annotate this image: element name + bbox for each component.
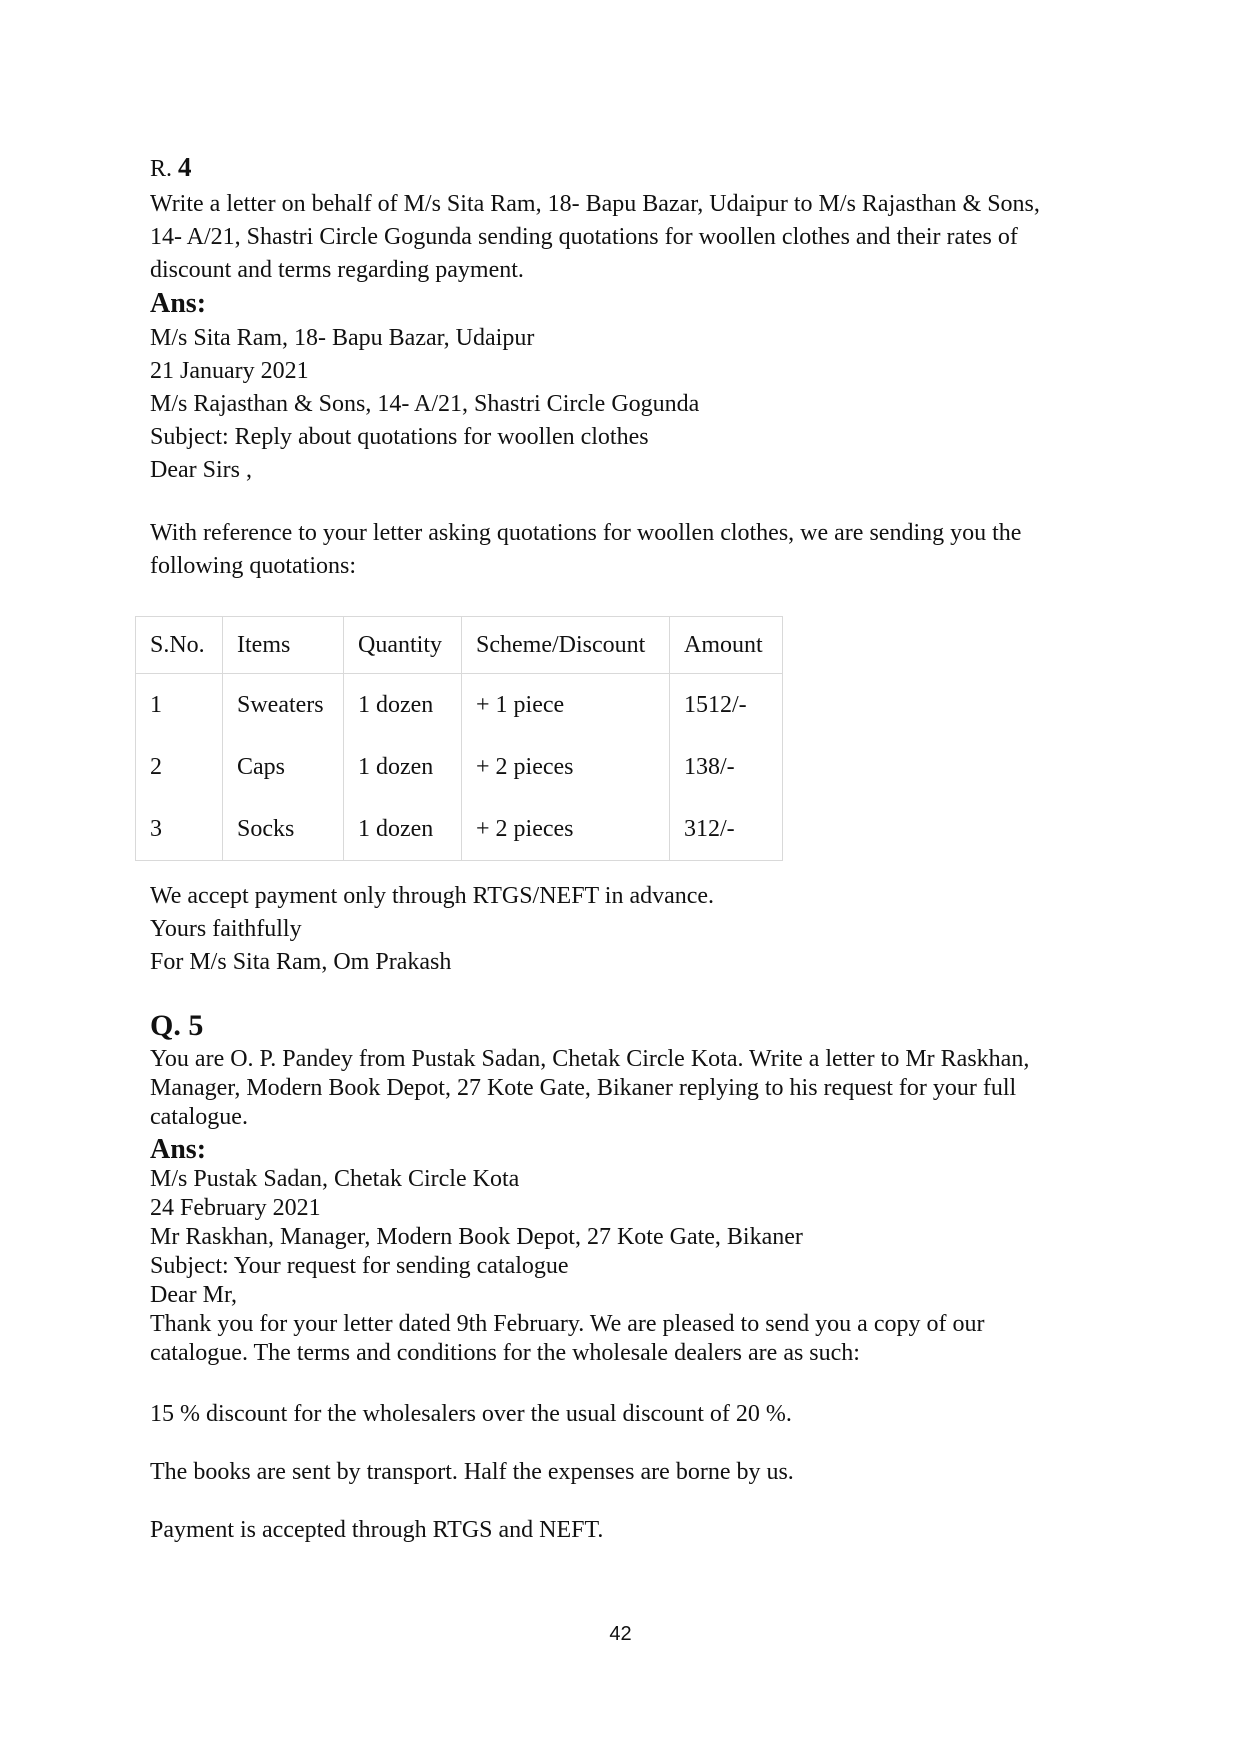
q4-ans-label: Ans: [150, 288, 207, 319]
q5-question [150, 1045, 1029, 1132]
q5-question-line: catalogue. [150, 1104, 248, 1130]
table-row [136, 674, 783, 737]
q4-signature: For M/s Sita Ram, Om Prakash [150, 949, 452, 975]
q4-closing: Yours faithfully [150, 916, 302, 942]
header-scheme: Scheme/Discount [462, 617, 670, 674]
q4-label: R. [150, 156, 173, 182]
cell-scheme: + 2 pieces [462, 736, 670, 798]
q4-heading [150, 152, 192, 183]
q5-question-line: You are O. P. Pandey from Pustak Sadan, Chetak Circle Kota. Write a letter to Mr Raskhan, [150, 1046, 1030, 1072]
table-row [136, 736, 783, 798]
cell-amount: 138/- [670, 736, 783, 798]
cell-sno: 1 [136, 674, 223, 737]
cell-quantity: 1 dozen [344, 798, 462, 861]
table-header-row [136, 617, 783, 674]
q5-receiver: Mr Raskhan, Manager, Modern Book Depot, 27 Kote Gate, Bikaner [150, 1224, 803, 1250]
q5-sender: M/s Pustak Sadan, Chetak Circle Kota [150, 1166, 520, 1192]
q5-term-transport: The books are sent by transport. Half the expenses are borne by us. [150, 1459, 794, 1485]
header-items: Items [223, 617, 344, 674]
page-number: 42 [609, 1623, 632, 1645]
cell-amount: 312/- [670, 798, 783, 861]
cell-sno: 2 [136, 736, 223, 798]
header-quantity: Quantity [344, 617, 462, 674]
q5-question-line: Manager, Modern Book Depot, 27 Kote Gate, Bikaner replying to his request for your full [150, 1075, 1017, 1101]
q4-subject: Subject: Reply about quotations for woollen clothes [150, 424, 649, 450]
q4-body-line: With reference to your letter asking quotations for woollen clothes, we are sending you the [150, 520, 1022, 546]
q5-body-line: Thank you for your letter dated 9th February. We are pleased to send you a copy of our [150, 1311, 985, 1337]
cell-amount: 1512/- [670, 674, 783, 737]
q4-date: 21 January 2021 [150, 358, 309, 384]
cell-item: Socks [223, 798, 344, 861]
q4-body-line: following quotations: [150, 553, 356, 579]
q4-question-line: 14- A/21, Shastri Circle Gogunda sending quotations for woollen clothes and their rates of [150, 224, 1018, 250]
header-amount: Amount [670, 617, 783, 674]
q5-term-payment: Payment is accepted through RTGS and NEFT. [150, 1517, 604, 1543]
q4-question-line: Write a letter on behalf of M/s Sita Ram, 18- Bapu Bazar, Udaipur to M/s Rajasthan & Sons, [150, 191, 1040, 217]
q5-term-discount: 15 % discount for the wholesalers over the usual discount of 20 %. [150, 1401, 792, 1427]
cell-sno: 3 [136, 798, 223, 861]
q4-letter-header [150, 322, 699, 487]
q4-question-line: discount and terms regarding payment. [150, 257, 524, 283]
q4-salutation: Dear Sirs , [150, 457, 252, 483]
cell-quantity: 1 dozen [344, 736, 462, 798]
table-row [136, 798, 783, 861]
q4-payment: We accept payment only through RTGS/NEFT in advance. [150, 883, 715, 909]
q5-body-line: catalogue. The terms and conditions for the wholesale dealers are as such: [150, 1340, 860, 1366]
header-sno: S.No. [136, 617, 223, 674]
q4-question [150, 188, 1040, 287]
cell-quantity: 1 dozen [344, 674, 462, 737]
cell-item: Sweaters [223, 674, 344, 737]
cell-scheme: + 2 pieces [462, 798, 670, 861]
q5-subject: Subject: Your request for sending catalogue [150, 1253, 569, 1279]
q4-closing-block [150, 880, 714, 979]
q4-body [150, 517, 1021, 583]
q4-receiver: M/s Rajasthan & Sons, 14- A/21, Shastri Circle Gogunda [150, 391, 700, 417]
q5-date: 24 February 2021 [150, 1195, 321, 1221]
cell-scheme: + 1 piece [462, 674, 670, 737]
cell-item: Caps [223, 736, 344, 798]
q5-letter [150, 1165, 984, 1368]
q5-heading: Q. 5 [150, 1009, 204, 1042]
q4-number: 4 [178, 152, 192, 182]
quotation-table [135, 616, 783, 861]
q4-sender: M/s Sita Ram, 18- Bapu Bazar, Udaipur [150, 325, 535, 351]
q5-salutation: Dear Mr, [150, 1282, 237, 1308]
q5-ans-label: Ans: [150, 1134, 207, 1165]
